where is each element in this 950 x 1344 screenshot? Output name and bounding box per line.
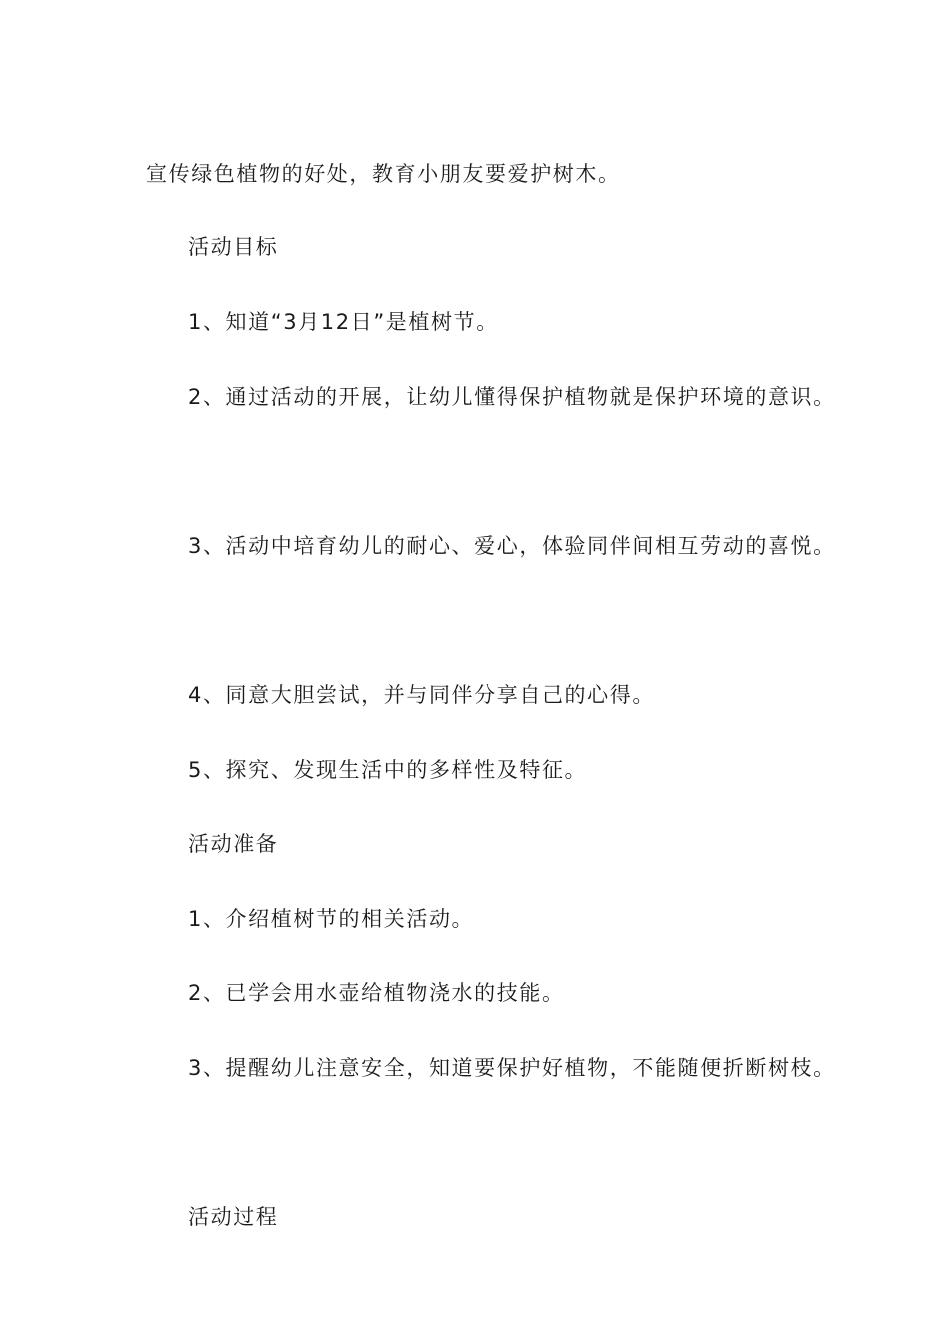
preparation-item: 1、介绍植树节的相关活动。 [188, 907, 475, 931]
goal-item: 3、活动中培育幼儿的耐心、爱心，体验同伴间相互劳动的喜悦。 [188, 534, 836, 558]
goal-item: 2、通过活动的开展，让幼儿懂得保护植物就是保护环境的意识。 [188, 385, 836, 409]
goal-item: 4、同意大胆尝试，并与同伴分享自己的心得。 [188, 683, 655, 707]
goal-item: 1、知道“3月12日”是植树节。 [188, 310, 499, 334]
intro-paragraph: 宣传绿色植物的好处，教育小朋友要爱护树木。 [146, 162, 621, 186]
section-heading-goals: 活动目标 [188, 235, 279, 259]
goal-item: 5、探究、发现生活中的多样性及特征。 [188, 758, 588, 782]
section-heading-process: 活动过程 [188, 1205, 279, 1229]
preparation-item: 3、提醒幼儿注意安全，知道要保护好植物，不能随便折断树枝。 [188, 1056, 836, 1080]
section-heading-preparation: 活动准备 [188, 832, 279, 856]
preparation-item: 2、已学会用水壶给植物浇水的技能。 [188, 981, 565, 1005]
